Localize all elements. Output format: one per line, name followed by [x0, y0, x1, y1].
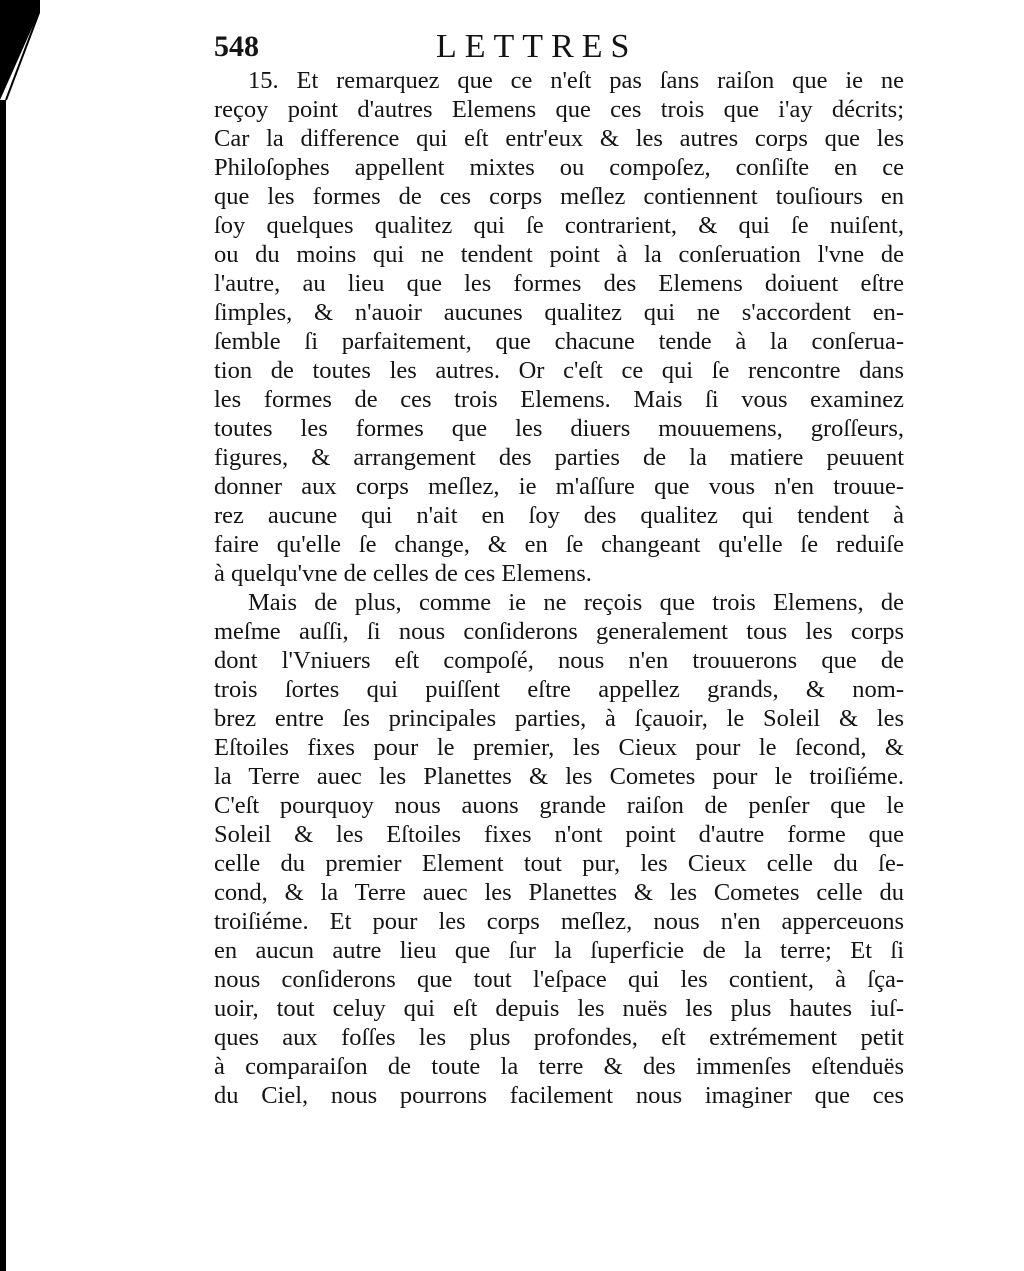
page-edge-shadow — [0, 0, 40, 1271]
text-line: ſimples, & n'auoir aucunes qualitez qui ne s'accordent en- — [214, 299, 904, 326]
text-line: à quelqu'vne de celles de ces Elemens. — [214, 560, 592, 587]
text-line: faire qu'elle ſe change, & en ſe changeant qu'elle ſe reduiſe — [214, 531, 904, 558]
text-line: uoir, tout celuy qui eſt depuis les nuës les plus hautes iuſ- — [214, 995, 904, 1022]
text-line: donner aux corps meſlez, ie m'aſſure que vous n'en trouue- — [214, 473, 904, 500]
text-line: reçoy point d'autres Elemens que ces trois que i'ay décrits; — [214, 96, 904, 123]
text-line: les formes de ces trois Elemens. Mais ſi vous examinez — [214, 386, 904, 413]
text-line: dont l'Vniuers eſt compoſé, nous n'en trouuerons que de — [214, 647, 904, 674]
text-line: toutes les formes que les diuers mouuemens, groſſeurs, — [214, 415, 904, 442]
text-line: Philoſophes appellent mixtes ou compoſez, conſiſte en ce — [214, 154, 904, 181]
text-line: Car la difference qui eſt entr'eux & les autres corps que les — [214, 125, 904, 152]
text-line: trois ſortes qui puiſſent eſtre appellez grands, & nom- — [214, 676, 904, 703]
text-line: à comparaiſon de toute la terre & des immenſes eſtenduës — [214, 1053, 904, 1080]
text-line: ſemble ſi parfaitement, que chacune tende à la conſerua- — [214, 328, 904, 355]
text-line: figures, & arrangement des parties de la matiere peuuent — [214, 444, 904, 471]
text-line: en aucun autre lieu que ſur la ſuperficie de la terre; Et ſi — [214, 937, 904, 964]
text-line: meſme auſſi, ſi nous conſiderons generalement tous les corps — [214, 618, 904, 645]
text-line: rez aucune qui n'ait en ſoy des qualitez qui tendent à — [214, 502, 904, 529]
page-number: 548 — [214, 30, 259, 63]
text-line: nous conſiderons que tout l'eſpace qui les contient, à ſça- — [214, 966, 904, 993]
text-line: ou du moins qui ne tendent point à la conſeruation l'vne de — [214, 241, 904, 268]
text-line: cond, & la Terre auec les Planettes & les Cometes celle du — [214, 879, 904, 906]
running-head: LETTRES — [436, 28, 638, 65]
text-line: troiſiéme. Et pour les corps meſlez, nous n'en apperceuons — [214, 908, 904, 935]
text-line: que les formes de ces corps meſlez contiennent touſiours en — [214, 183, 904, 210]
text-line: Soleil & les Eſtoiles fixes n'ont point d'autre forme que — [214, 821, 904, 848]
text-line: tion de toutes les autres. Or c'eſt ce qui ſe rencontre dans — [214, 357, 904, 384]
text-line: C'eſt pourquoy nous auons grande raiſon de penſer que le — [214, 792, 904, 819]
paragraph — [214, 66, 904, 588]
page-header — [214, 28, 904, 66]
text-line: ques aux foſſes les plus profondes, eſt extrémement petit — [214, 1024, 904, 1051]
text-line: la Terre auec les Planettes & les Cometes pour le troiſiéme. — [214, 763, 904, 790]
text-line: Eſtoiles fixes pour le premier, les Cieux pour le ſecond, & — [214, 734, 904, 761]
text-line: ſoy quelques qualitez qui ſe contrarient, & qui ſe nuiſent, — [214, 212, 904, 239]
paragraph — [214, 588, 904, 1110]
text-line: du Ciel, nous pourrons facilement nous imaginer que ces — [214, 1082, 904, 1109]
text-line: l'autre, au lieu que les formes des Elemens doiuent eſtre — [214, 270, 904, 297]
text-line: celle du premier Element tout pur, les Cieux celle du ſe- — [214, 850, 904, 877]
text-line: 15. Et remarquez que ce n'eſt pas ſans raiſon que ie ne — [248, 67, 904, 94]
text-line: Mais de plus, comme ie ne reçois que trois Elemens, de — [248, 589, 904, 616]
text-line: brez entre ſes principales parties, à ſçauoir, le Soleil & les — [214, 705, 904, 732]
page-body — [214, 28, 904, 1110]
